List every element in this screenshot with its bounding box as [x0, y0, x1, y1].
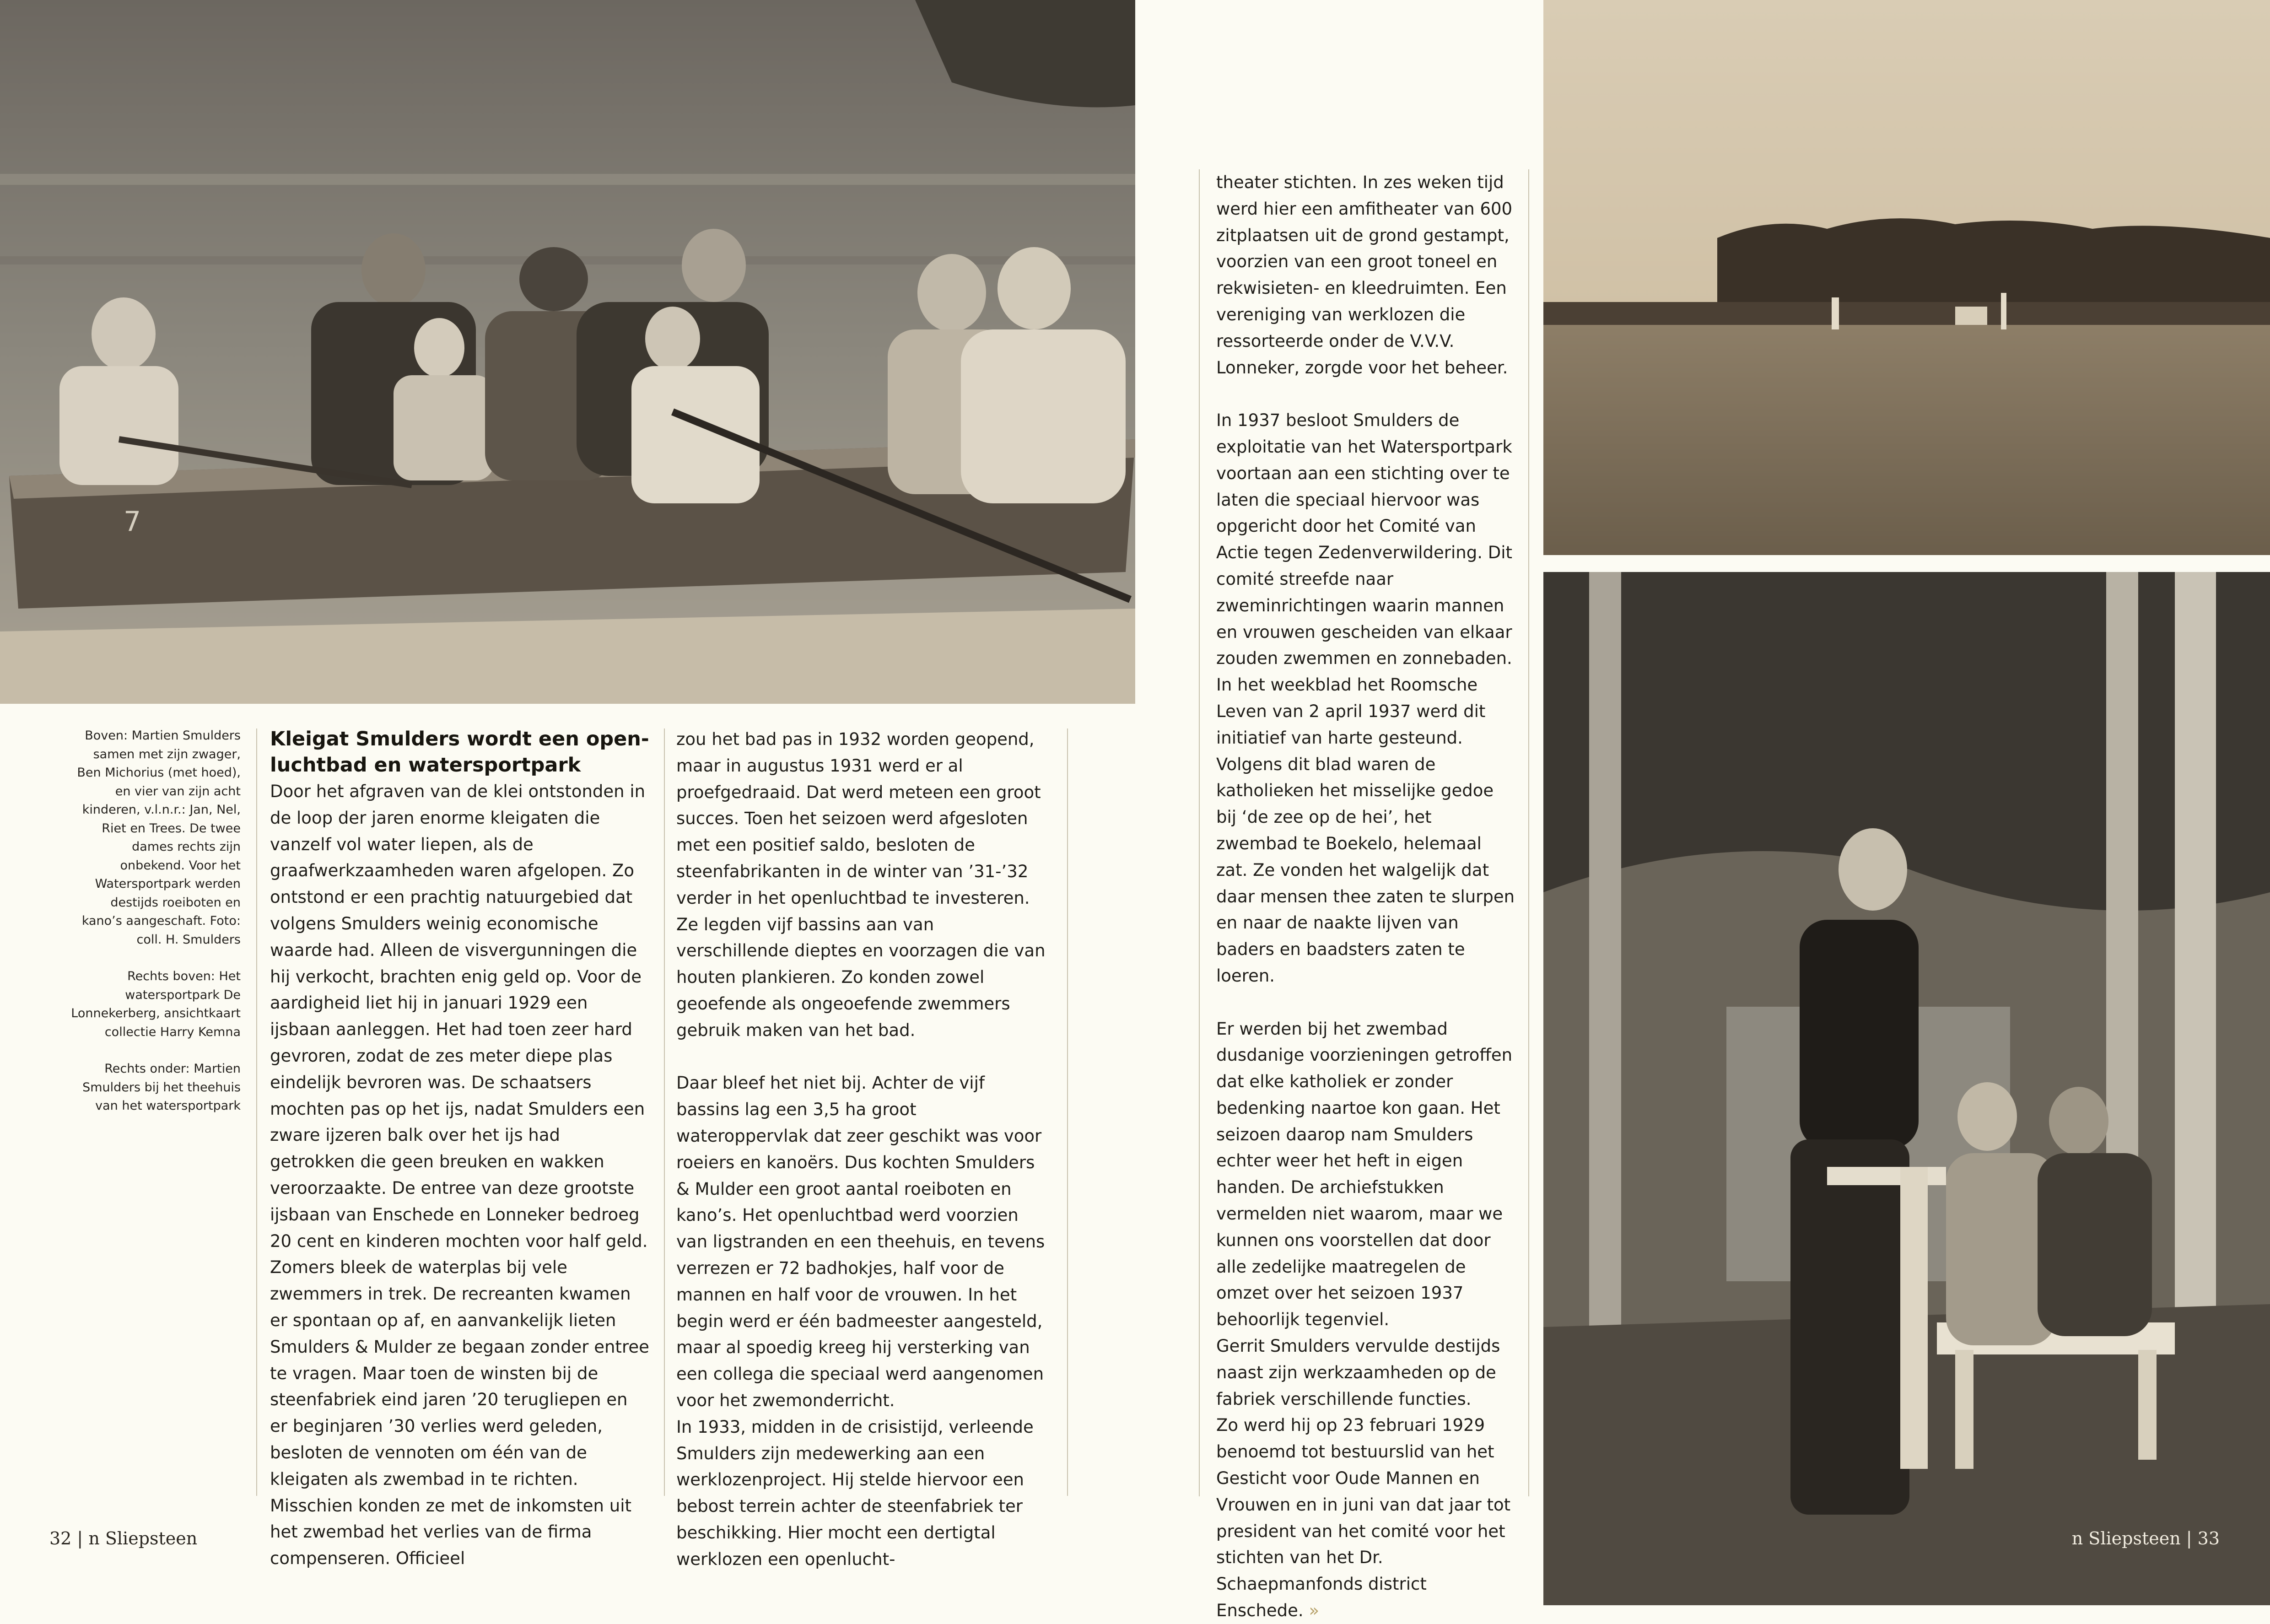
article-paragraph: theater stichten. In zes weken tijd werd hier een amfitheater van 600 zitplaatsen uit de grond gestampt, voorzien van een groot toneel en rekwisieten- en kleedruimten. Een vereniging van werklozen die ressorteerde onder de V.V.V. Lonneker, zorgde voor het beheer. [1216, 173, 1513, 378]
article-paragraph: Er werden bij het zwembad dusdanige voorzieningen getroffen dat elke katholiek er zonder bedenking naartoe kon gaan. Het seizoen daarop nam Smulders echter weer het heft in eigen handen. De archiefstukken vermelden niet waarom, maar we kunnen ons voorstellen dat door alle zedelijke maatregelen de omzet over het seizoen 1937 behoorlijk tegenviel. [1216, 1019, 1513, 1330]
column-rule-1 [256, 728, 257, 1496]
article-paragraph [1216, 1412, 1518, 1624]
article-column-3 [1216, 169, 1518, 1624]
caption-right-bottom-photo: Rechts onder: Martien Smulders bij het theehuis van het watersportpark [82, 1062, 241, 1113]
article-paragraph: In 1933, midden in de crisistijd, verleende Smulders zijn medewerking aan een werklozenproject. Hij stelde hiervoor een bebost terrein achter de steenfabriek ter beschikking. Hier mocht een dertigtal werklozen een openlucht- [676, 1417, 1034, 1569]
photo-captions [69, 727, 241, 1134]
article-paragraph: Gerrit Smulders vervulde destijds naast zijn werkzaamheden op de fabriek verschillende functies. [1216, 1336, 1500, 1409]
article-heading: Kleigat Smulders wordt een open-luchtbad en watersportpark [270, 728, 649, 777]
caption-right-top-photo: Rechts boven: Het watersportpark De Lonnekerberg, ansichtkaart collectie Harry Kemna [71, 969, 241, 1039]
article-column-2 [676, 726, 1051, 1573]
family-boat-photo [0, 0, 1135, 704]
end-mark-icon: » [1309, 1601, 1320, 1621]
caption-top-photo: Boven: Martien Smulders samen met zijn zwager, Ben Michorius (met hoed), en vier van zijn acht kinderen, v.l.n.r.: Jan, Nel, Riet en Trees. De twee dames rechts zijn onbekend. Voor het Watersportpark werden destijds roeiboten en kano’s aangeschaft. Foto: coll. H. Smulders [77, 728, 241, 947]
article-paragraph: Zomers bleek de waterplas bij vele zwemmers in trek. De recreanten kwamen er spontaan op af, en aanvankelijk lieten Smulders & Mulder ze begaan zonder entree te vragen. Maar toen de winsten bij de steenfabriek eind jaren ’20 terugliepen en er beginjaren ’30 verlies werd geleden, besloten de vennoten om één van de kleigaten als zwembad in te richten. Misschien konden ze met de inkomsten uit het zwembad het verlies van de firma compenseren. Officieel [270, 1257, 649, 1569]
article-column-1 [270, 726, 650, 1572]
boat-number: 7 [124, 506, 141, 538]
footer-left: 32 | n Sliepsteen [49, 1528, 198, 1548]
article-paragraph: In het weekblad het Roomsche Leven van 2 april 1937 werd dit initiatief van harte gesteund. Volgens dit blad waren de katholieken het misselijke gedoe bij ‘de zee op de hei’, het zwembad te Boekelo, helemaal zat. Ze vonden het walgelijk dat daar mensen thee zaten te slurpen en naar de naakte lijven van baders en baadsters zaten te loeren. [1216, 675, 1515, 986]
article-paragraph: In 1937 besloot Smulders de exploitatie van het Watersportpark voortaan aan een stichting over te laten die speciaal hiervoor was opgericht door het Comité van Actie tegen Zedenverwildering. Dit comité streefde naar zweminrichtingen waarin mannen en vrouwen gescheiden van elkaar zouden zwemmen en zonnebaden. [1216, 410, 1513, 669]
footer-right: n Sliepsteen | 33 [2071, 1528, 2220, 1548]
article-paragraph: zou het bad pas in 1932 worden geopend, maar in augustus 1931 werd er al proefgedraaid. Dat werd meteen een groot succes. Toen het seizoen werd afgesloten met een positief saldo, besloten de steenfabrikanten in de winter van ’31-’32 verder in het openluchtbad te investeren. Ze legden vijf bassins aan van verschillende dieptes en voorzagen die van houten plankieren. Zo konden zowel geoefende als ongeoefende zwemmers gebruik maken van het bad. [676, 729, 1046, 1040]
watersportpark-postcard-photo [1543, 0, 2270, 555]
column-rule-2 [664, 728, 665, 1496]
column-rule-3 [1067, 728, 1068, 1496]
column-rule-4 [1199, 169, 1200, 1496]
article-paragraph: Daar bleef het niet bij. Achter de vijf bassins lag een 3,5 ha groot wateroppervlak dat zeer geschikt was voor roeiers en kanoërs. Dus kochten Smulders & Mulder een groot aantal roeiboten en kano’s. Het openluchtbad werd voorzien van ligstranden en een theehuis, en tevens verrezen er 72 badhokjes, half voor de mannen en half voor de vrouwen. In het begin werd er één badmeester aangesteld, maar al spoedig kreeg hij versterking van een collega die speciaal werd aangenomen voor het zwemonderricht. [676, 1073, 1045, 1410]
article-last-paragraph-text: Zo werd hij op 23 februari 1929 benoemd tot bestuurslid van het Gesticht voor Oude Mannen en Vrouwen en in juni van dat jaar tot president van het comité voor het stichten van het Dr. Schaepmanfonds district Enschede. [1216, 1415, 1511, 1621]
article-paragraph: Door het afgraven van de klei ontstonden in de loop der jaren enorme kleigaten die vanzelf vol water liepen, als de graafwerkzaamheden waren afgelopen. Zo ontstond er een prachtig natuurgebied dat volgens Smulders weinig economische waarde had. Alleen de visvergunningen die hij verkocht, brachten enig geld op. Voor de aardigheid liet hij in januari 1929 een ijsbaan aanleggen. Het had toen zeer hard gevroren, zodat de zes meter diepe plas eindelijk bevroren was. De schaatsers mochten pas op het ijs, nadat Smulders een zware ijzeren balk over het ijs had getrokken die geen breuken en wakken veroorzaakte. De entree van deze grootste ijsbaan van Enschede en Lonneker bedroeg 20 cent en kinderen mochten voor half geld. [270, 782, 648, 1251]
teahouse-photo [1543, 572, 2270, 1605]
column-rule-5 [1528, 169, 1529, 1496]
